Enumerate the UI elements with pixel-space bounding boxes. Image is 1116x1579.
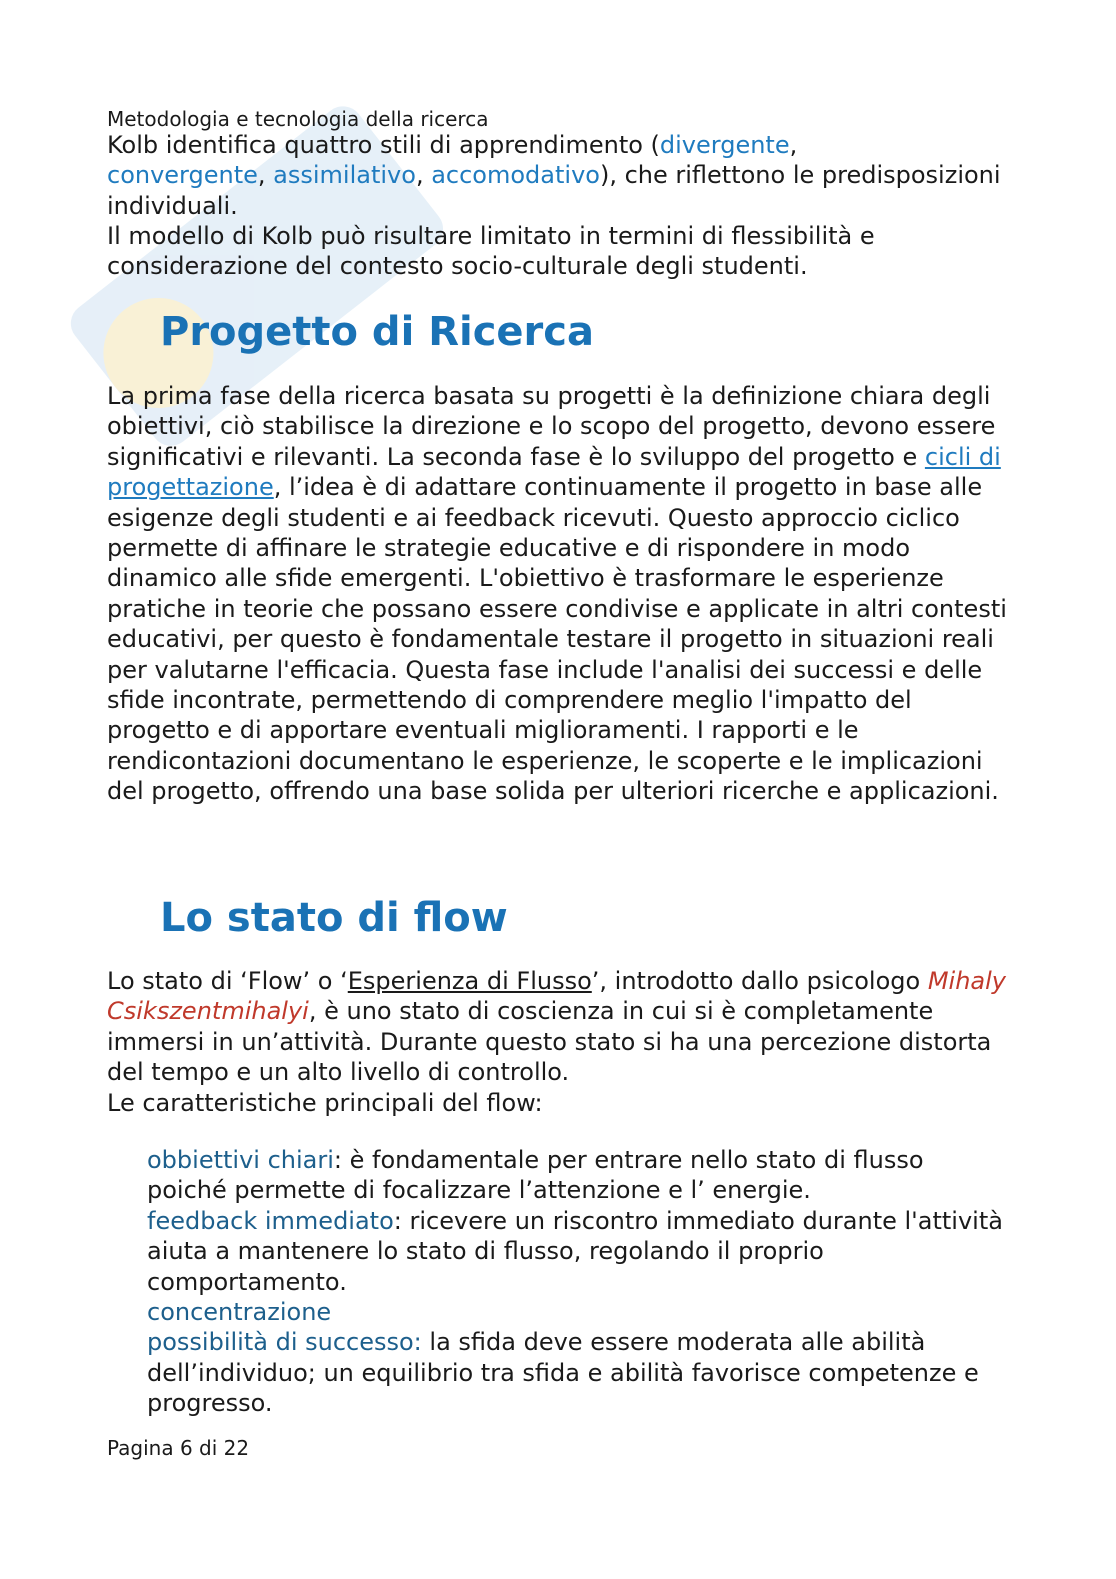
- flow-list-intro: Le caratteristiche principali del flow:: [107, 1089, 543, 1117]
- term-esperienza-di-flusso: Esperienza di Flusso: [347, 967, 592, 995]
- list-item: [147, 1145, 1007, 1206]
- style-convergente: convergente: [107, 161, 258, 190]
- list-item-term: concentrazione: [147, 1298, 332, 1327]
- list-item-term: possibilità di successo:: [147, 1328, 422, 1357]
- list-item-term: obbiettivi chiari: [147, 1146, 334, 1174]
- style-divergente: divergente: [659, 131, 790, 159]
- section1-paragraph: La prima fase della ricerca basata su progetti è la definizione chiara degli obiettivi, ciò stabilisce la direzione e lo scopo del progetto, devono essere significativi e rilevanti. La seconda fase è lo sviluppo del progetto e cicli di progettazione, l’idea è di adattare continuamente il progetto in base alle esigenze degli studenti e ai feedback ricevuti. Questo approccio ciclico permette di affinare le strategie educative e di rispondere in modo dinamico alle sfide emergenti. L'obiettivo è trasformare le esperienze pratiche in teorie che possano essere condivise e applicate in altri contesti educativi, per questo è fondamentale testare il progetto in situazioni reali per valutarne l'efficacia. Questa fase include l'analisi dei successi e delle sfide incontrate, permettendo di comprendere meglio l'impatto del progetto e di apportare eventuali miglioramenti. I rapporti e le rendicontazioni documentano le esperienze, le scoperte e le implicazioni del progetto, offrendo una base solida per ulteriori ricerche e applicazioni.: [107, 382, 1007, 806]
- style-accomodativo: accomodativo: [431, 161, 600, 190]
- link-cicli-progettazione[interactable]: cicli di progettazione: [107, 442, 1001, 502]
- person-csikszentmihalyi: Mihaly Csikszentmihalyi: [107, 967, 1006, 1026]
- list-item-term: feedback immediato: [147, 1206, 394, 1235]
- section-title-flow: Lo stato di flow: [160, 895, 508, 941]
- list-item: [147, 1327, 1007, 1418]
- running-header: Metodologia e tecnologia della ricerca: [107, 107, 489, 131]
- style-assimilativo: assimilativo: [273, 161, 416, 190]
- intro-paragraph-kolb-limits: Il modello di Kolb può risultare limitato in termini di flessibilità e considerazione del contesto socio-culturale degli studenti.: [107, 222, 875, 281]
- intro-paragraph-styles: Kolb identifica quattro stili di apprendimento (divergente, convergente, assimilativo, accomodativo), che riflettono le predisposizioni individuali.: [107, 131, 1001, 220]
- flow-intro-paragraph: Lo stato di ‘Flow’ o ‘Esperienza di Flusso’, introdotto dallo psicologo Mihaly Csikszentmihalyi, è uno stato di coscienza in cui si è completamente immersi in un’attività. Durante questo stato si ha una percezione distorta del tempo e un alto livello di controllo.: [107, 967, 1006, 1087]
- flow-characteristics-list: [147, 1145, 1007, 1419]
- list-item: [147, 1206, 1007, 1297]
- list-item-desc: : ricevere un riscontro immediato durante l'attività aiuta a mantenere lo stato di flusso, regolando il proprio comportamento.: [147, 1206, 1003, 1296]
- section-title-progetto: Progetto di Ricerca: [160, 309, 594, 355]
- list-item: [147, 1297, 1007, 1327]
- list-item-desc: : è fondamentale per entrare nello stato di flusso poiché permette di focalizzare l’attenzione e l’ energie.: [147, 1146, 924, 1205]
- page-number: Pagina 6 di 22: [107, 1436, 250, 1460]
- list-item-desc: la sfida deve essere moderata alle abilità dell’individuo; un equilibrio tra sfida e abilità favorisce competenze e progresso.: [147, 1328, 979, 1418]
